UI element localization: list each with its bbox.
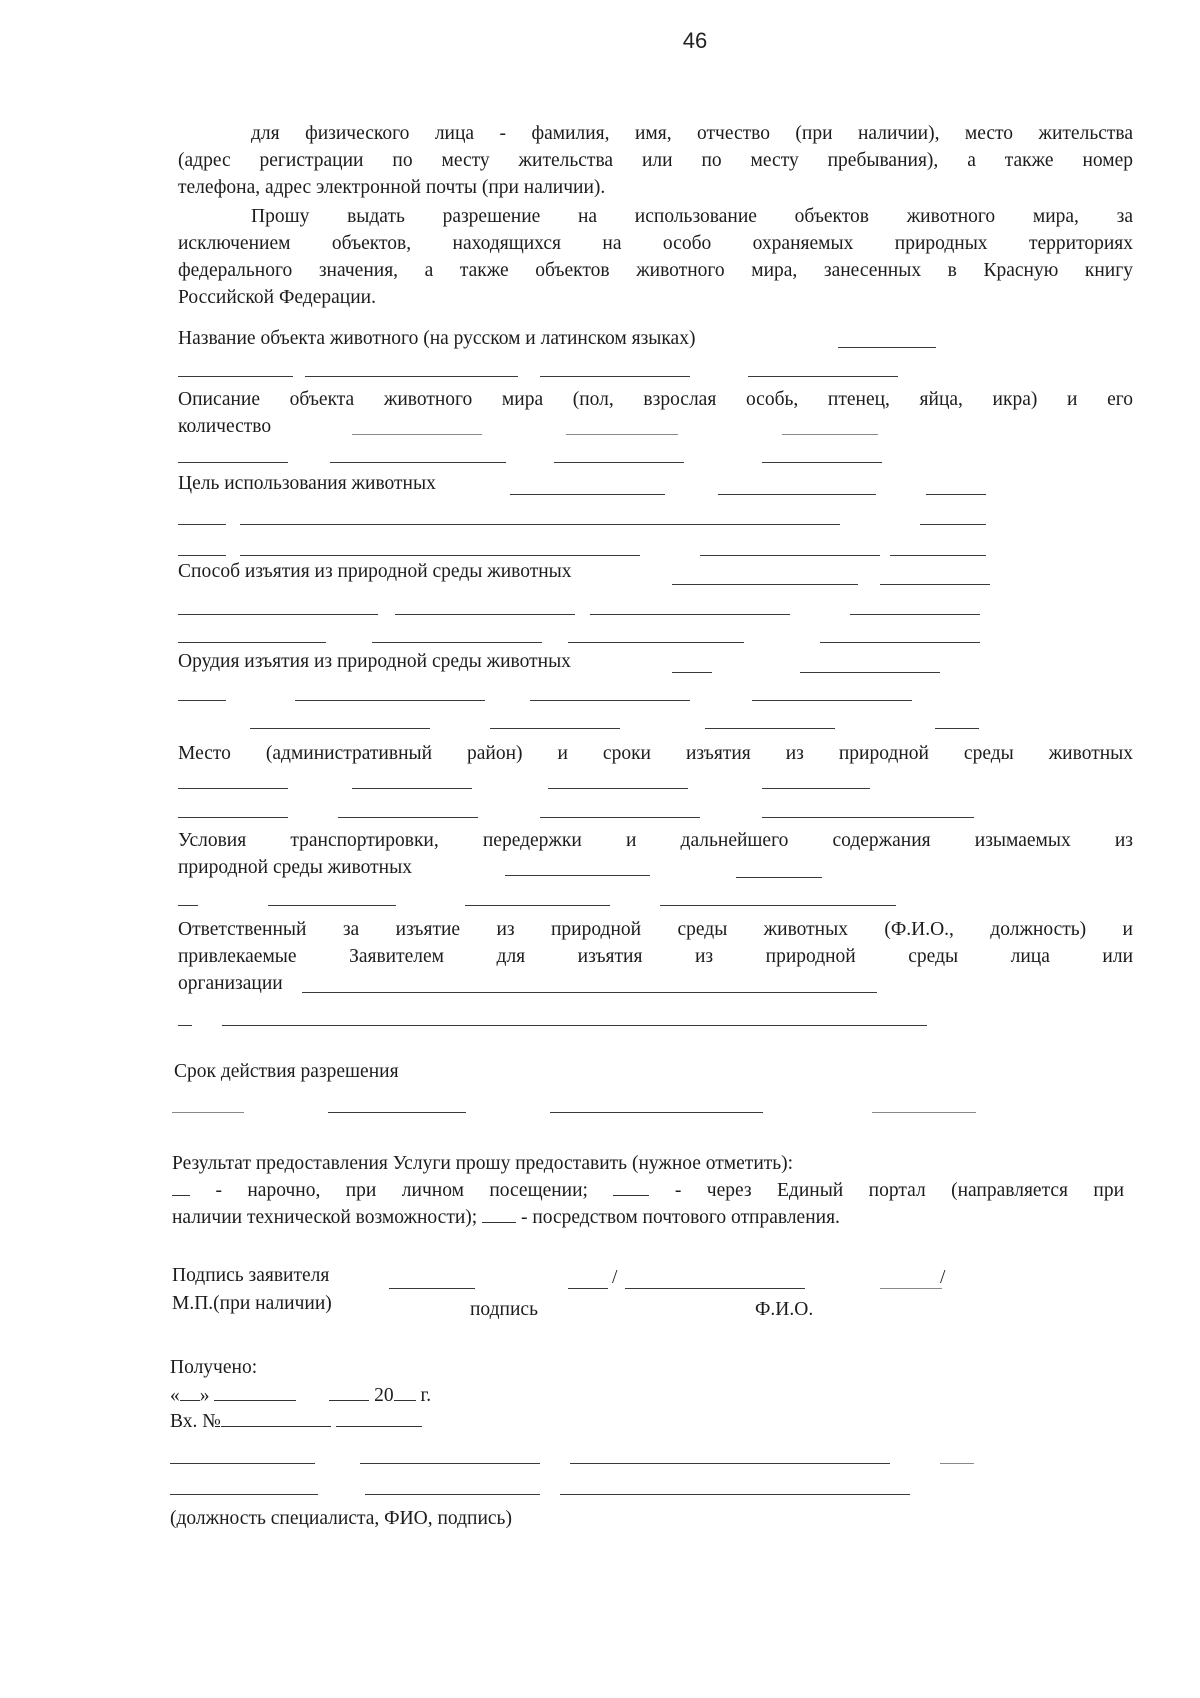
fio-field[interactable] [625, 1288, 805, 1289]
result-block [172, 1177, 1124, 1231]
month-field[interactable] [214, 1386, 296, 1401]
method-line[interactable] [178, 642, 326, 643]
responsible-block [178, 916, 1133, 997]
purpose-blank[interactable] [510, 494, 665, 495]
conditions-line-1: Условия транспортировки, передержки и дальнейшего содержания изымаемых из [178, 830, 1133, 851]
request-paragraph [178, 203, 1133, 311]
conditions-block [178, 827, 1133, 881]
tools-line[interactable] [178, 700, 226, 701]
intro-line-2: (адрес регистрации по месту жительства или по месту пребывания), а также номер [178, 150, 1133, 171]
responsible-blank[interactable] [302, 992, 877, 993]
purpose-blank[interactable] [926, 494, 986, 495]
date-close-quote: » [199, 1385, 210, 1406]
tools-label: Орудия изъятия из природной среды животных [178, 651, 571, 672]
conditions-line[interactable] [660, 905, 896, 906]
purpose-line[interactable] [178, 555, 226, 556]
tools-line[interactable] [530, 700, 690, 701]
purpose-label: Цель использования животных [178, 473, 436, 494]
tools-line[interactable] [490, 728, 620, 729]
conditions-blank[interactable] [505, 875, 650, 876]
object-name-line[interactable] [178, 376, 293, 377]
result-checkbox-portal[interactable] [613, 1181, 649, 1196]
incoming-number-label: Вх. № [170, 1411, 221, 1432]
date-open-quote: « [170, 1385, 180, 1406]
method-line[interactable] [395, 614, 575, 615]
incoming-number-field[interactable] [221, 1412, 331, 1427]
responsible-line[interactable] [178, 1025, 192, 1026]
object-name-line[interactable] [305, 376, 518, 377]
description-line[interactable] [178, 462, 288, 463]
specialist-line[interactable] [560, 1494, 910, 1495]
intro-paragraph [178, 120, 1133, 201]
method-line[interactable] [820, 642, 980, 643]
result-line-3 [172, 1204, 1124, 1231]
place-line[interactable] [352, 788, 472, 789]
year-suffix: г. [420, 1385, 432, 1406]
year-blank[interactable] [329, 1386, 369, 1401]
description-line[interactable] [330, 462, 506, 463]
conditions-line[interactable] [268, 905, 396, 906]
tools-blank[interactable] [800, 672, 940, 673]
responsible-line-2: привлекаемые Заявителем для изъятия из природной среды лица или [178, 946, 1133, 967]
request-line-4: Российской Федерации. [178, 287, 376, 308]
description-line-1: Описание объекта животного мира (пол, взрослая особь, птенец, яйца, икра) и его [178, 389, 1133, 410]
purpose-line[interactable] [240, 555, 640, 556]
description-line[interactable] [782, 434, 878, 435]
request-line-2: исключением объектов, находящихся на особо охраняемых природных территориях [178, 233, 1133, 254]
specialist-line[interactable] [570, 1463, 890, 1464]
validity-label: Срок действия разрешения [174, 1061, 399, 1082]
conditions-blank[interactable] [736, 877, 822, 878]
place-line[interactable] [178, 788, 288, 789]
method-blank[interactable] [672, 584, 858, 585]
object-name-label: Название объекта животного (на русском и латинском языках) [178, 328, 696, 349]
specialist-line[interactable] [170, 1463, 315, 1464]
request-line-3: федерального значения, а также объектов животного мира, занесенных в Красную книгу [178, 260, 1133, 281]
tools-line[interactable] [705, 728, 835, 729]
responsible-line[interactable] [222, 1025, 927, 1026]
result-option-mail: - посредством почтового отправления. [520, 1207, 840, 1228]
sign-caption: подпись [470, 1299, 538, 1320]
received-date [170, 1382, 431, 1409]
method-line[interactable] [590, 614, 790, 615]
signature-slash: / [940, 1267, 946, 1288]
place-line[interactable] [178, 817, 288, 818]
year-field[interactable] [394, 1386, 416, 1401]
place-line[interactable] [762, 788, 870, 789]
validity-line[interactable] [550, 1112, 763, 1113]
method-line[interactable] [850, 614, 980, 615]
object-name-line[interactable] [748, 376, 898, 377]
tools-blank[interactable] [672, 672, 712, 673]
description-line[interactable] [762, 462, 882, 463]
signature-field[interactable] [389, 1288, 475, 1289]
description-line[interactable] [352, 434, 482, 435]
year-prefix: 20 [374, 1385, 394, 1406]
method-blank[interactable] [880, 584, 990, 585]
specialist-line[interactable] [940, 1463, 974, 1464]
page-number: 46 [682, 28, 708, 53]
purpose-line[interactable] [920, 524, 986, 525]
result-line-1: Результат предоставления Услуги прошу предоставить (нужное отметить): [172, 1153, 794, 1174]
intro-line-1: для физического лица - фамилия, имя, отчество (при наличии), место жительства [251, 123, 1133, 144]
description-block [178, 386, 1133, 440]
method-line[interactable] [372, 642, 542, 643]
place-line[interactable] [548, 788, 688, 789]
object-name-blank[interactable] [838, 347, 936, 348]
request-line-1: Прошу выдать разрешение на использование объектов животного мира, за [251, 206, 1133, 227]
tools-line[interactable] [295, 700, 485, 701]
description-line[interactable] [554, 462, 684, 463]
conditions-line[interactable] [178, 905, 198, 906]
purpose-line[interactable] [890, 555, 986, 556]
responsible-line-1: Ответственный за изъятие из природной среды животных (Ф.И.О., должность) и [178, 919, 1133, 940]
conditions-line-2: природной среды животных [178, 857, 412, 878]
purpose-line[interactable] [178, 524, 226, 525]
intro-line-3: телефона, адрес электронной почты (при наличии). [178, 177, 606, 198]
fio-caption: Ф.И.О. [755, 1299, 814, 1320]
conditions-line[interactable] [465, 905, 610, 906]
specialist-line[interactable] [170, 1494, 318, 1495]
place-block [178, 740, 1133, 767]
result-checkbox-hand[interactable] [172, 1181, 190, 1196]
responsible-line-3: организации [178, 973, 283, 994]
tools-line[interactable] [935, 728, 979, 729]
place-line[interactable] [540, 817, 700, 818]
place-line[interactable] [338, 817, 478, 818]
purpose-line[interactable] [240, 524, 840, 525]
description-line-2: количество [178, 416, 272, 437]
method-line[interactable] [178, 614, 378, 615]
description-line[interactable] [566, 434, 678, 435]
result-line-2 [172, 1177, 1124, 1204]
purpose-blank[interactable] [718, 494, 876, 495]
place-line[interactable] [762, 817, 974, 818]
signature-label: Подпись заявителя [172, 1265, 330, 1286]
validity-line[interactable] [872, 1112, 976, 1113]
result-checkbox-mail[interactable] [482, 1208, 516, 1223]
incoming-number-field[interactable] [336, 1412, 422, 1427]
specialist-line[interactable] [360, 1463, 540, 1464]
signature-slash: / [612, 1267, 618, 1288]
specialist-line[interactable] [365, 1494, 540, 1495]
mp-label: М.П.(при наличии) [172, 1293, 332, 1314]
result-option-portal-cont: наличии технической возможности); [172, 1207, 478, 1228]
tools-line[interactable] [752, 700, 912, 701]
incoming-number [170, 1408, 422, 1435]
result-option-hand: - нарочно, при личном посещении; [215, 1180, 588, 1201]
validity-line[interactable] [172, 1112, 244, 1113]
purpose-line[interactable] [700, 555, 880, 556]
day-field[interactable] [180, 1386, 200, 1401]
result-option-portal: - через Единый портал (направляется при [674, 1180, 1125, 1201]
place-line-1: Место (административный район) и сроки изъятия из природной среды животных [178, 743, 1133, 764]
method-line[interactable] [568, 642, 744, 643]
object-name-line[interactable] [540, 376, 690, 377]
signature-field[interactable] [568, 1288, 608, 1289]
specialist-caption: (должность специалиста, ФИО, подпись) [170, 1508, 512, 1529]
method-label: Способ изъятия из природной среды животных [178, 561, 572, 582]
received-label: Получено: [170, 1357, 258, 1378]
tools-line[interactable] [250, 728, 430, 729]
fio-field[interactable] [880, 1288, 942, 1289]
validity-line[interactable] [328, 1112, 466, 1113]
